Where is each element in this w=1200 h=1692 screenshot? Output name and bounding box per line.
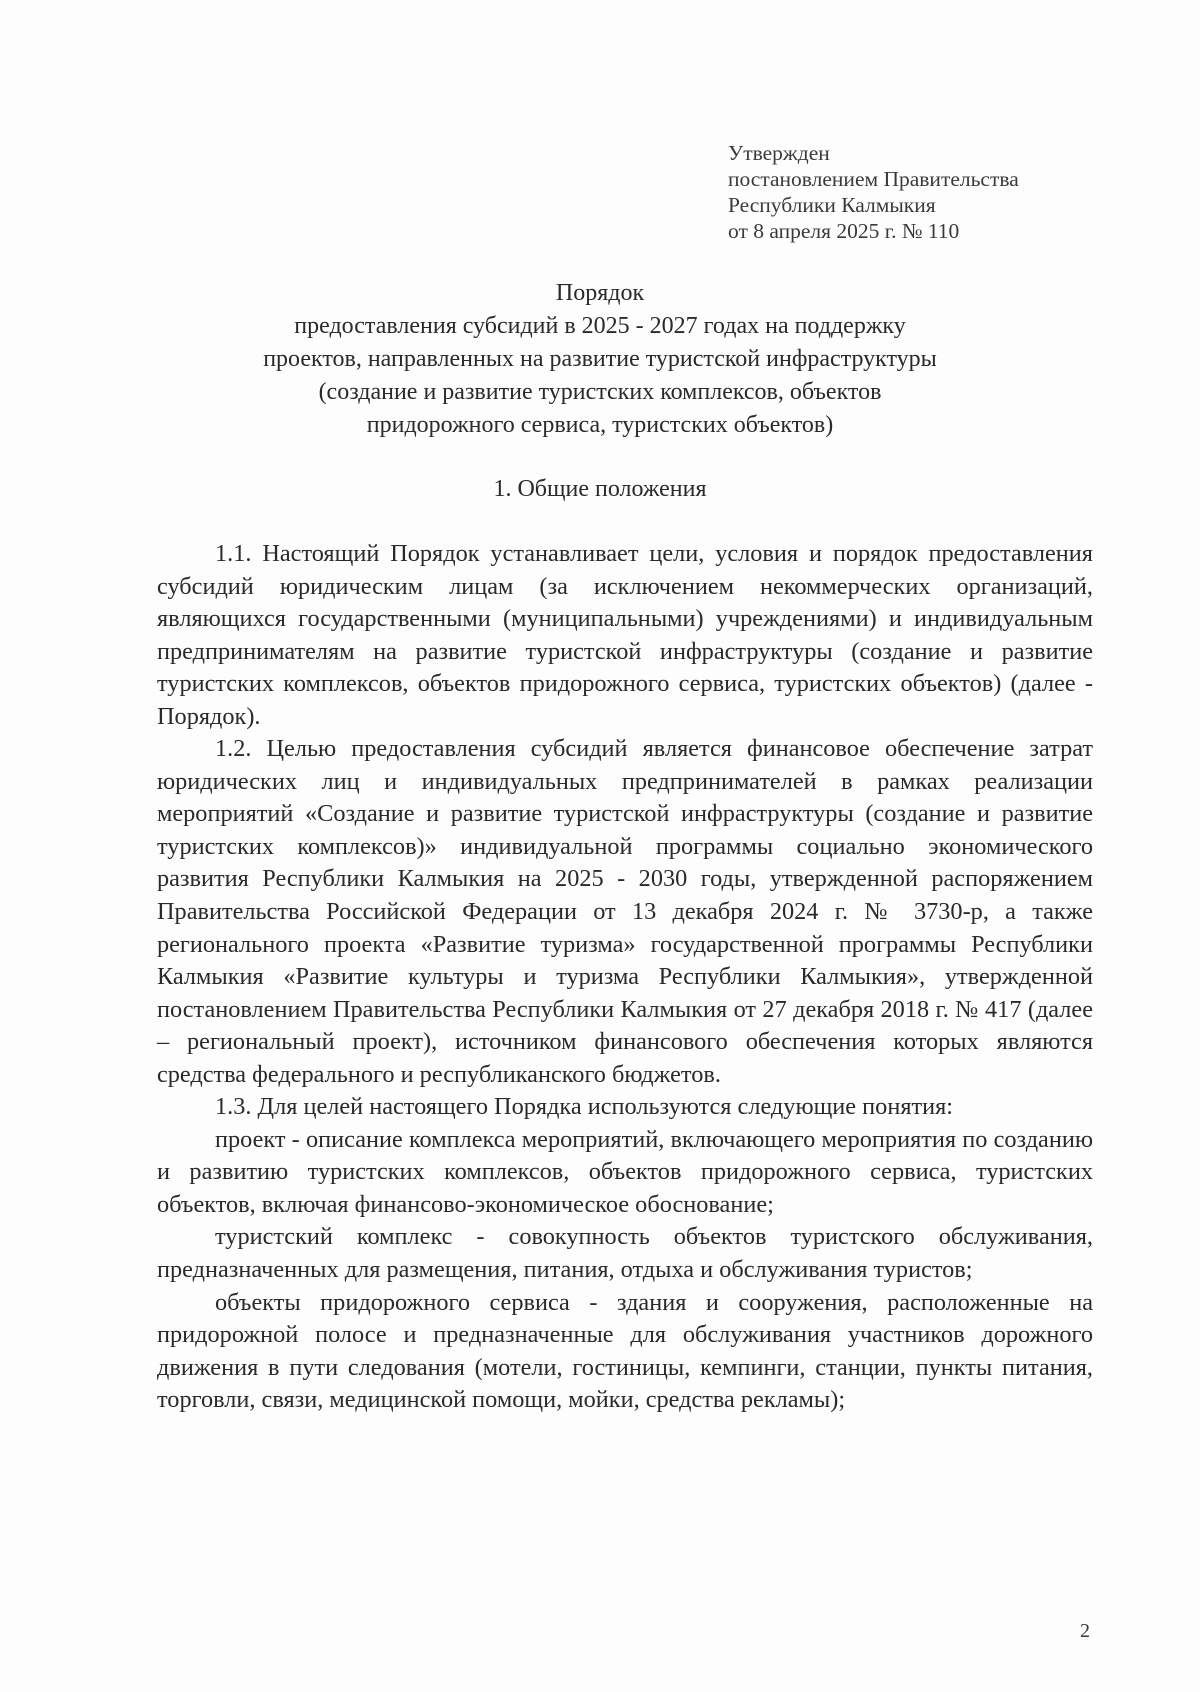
document-body xyxy=(157,538,1093,1417)
page-number: 2 xyxy=(1080,1620,1090,1642)
approval-line: постановлением Правительства xyxy=(728,167,1019,191)
title-line: проектов, направленных на развитие туристской инфраструктуры xyxy=(263,346,937,372)
paragraph: туристский комплекс - совокупность объектов туристского обслуживания, предназначенных для размещения, питания, отдыха и обслуживания туристов; xyxy=(157,1223,1093,1284)
paragraph: объекты придорожного сервиса - здания и сооружения, расположенные на придорожной полосе и предназначенные для обслуживания участников дорожного движения в пути следования (мотели, гостиницы, кемпинги, станции, пункты питания, торговли, связи, медицинской помощи, мойки, средства рекламы); xyxy=(157,1288,1093,1414)
paragraph: 1.1. Настоящий Порядок устанавливает цели, условия и порядок предоставления субсидий юридическим лицам (за исключением некоммерческих организаций, являющихся государственными (муниципальными) учреждениями) и индивидуальным предпринимателям на развитие туристской инфраструктуры (создание и развитие туристских комплексов, объектов придорожного сервиса, туристских объектов) (далее - Порядок). xyxy=(157,540,1093,730)
section-heading: 1. Общие положения xyxy=(493,476,707,502)
title-line: предоставления субсидий в 2025 - 2027 годах на поддержку xyxy=(294,313,906,339)
approval-line: Утвержден xyxy=(728,141,830,165)
approval-line: от 8 апреля 2025 г. № 110 xyxy=(728,219,960,243)
paragraph: проект - описание комплекса мероприятий, включающего мероприятия по созданию и развитию туристских комплексов, объектов придорожного сервиса, туристских объектов, включая финансово-экономическое обоснование; xyxy=(157,1125,1093,1218)
paragraph: 1.2. Целью предоставления субсидий является финансовое обеспечение затрат юридических лиц и индивидуальных предпринимателей в рамках реализации мероприятий «Создание и развитие туристской инфраструктуры (создание и развитие туристских комплексов)» индивидуальной программы социально экономического развития Республики Калмыкия на 2025 - 2030 годы, утвержденной распоряжением Правительства Российской Федерации от 13 декабря 2024 г. № 3730-р, а также регионального проекта «Развитие туризма» государственной программы Республики Калмыкия «Развитие культуры и туризма Республики Калмыкия», утвержденной постановлением Правительства Республики Калмыкия от 27 декабря 2018 г. № 417 (далее – региональный проект), источником финансового обеспечения которых являются средства федерального и республиканского бюджетов. xyxy=(157,735,1093,1088)
approval-stamp xyxy=(728,140,1019,244)
paragraph: 1.3. Для целей настоящего Порядка используются следующие понятия: xyxy=(215,1093,954,1121)
title-line: придорожного сервиса, туристских объектов) xyxy=(366,412,834,438)
document-title xyxy=(150,277,1050,442)
approval-line: Республики Калмыкия xyxy=(728,193,936,217)
title-line: Порядок xyxy=(555,280,645,306)
title-line: (создание и развитие туристских комплексов, объектов xyxy=(318,379,882,405)
